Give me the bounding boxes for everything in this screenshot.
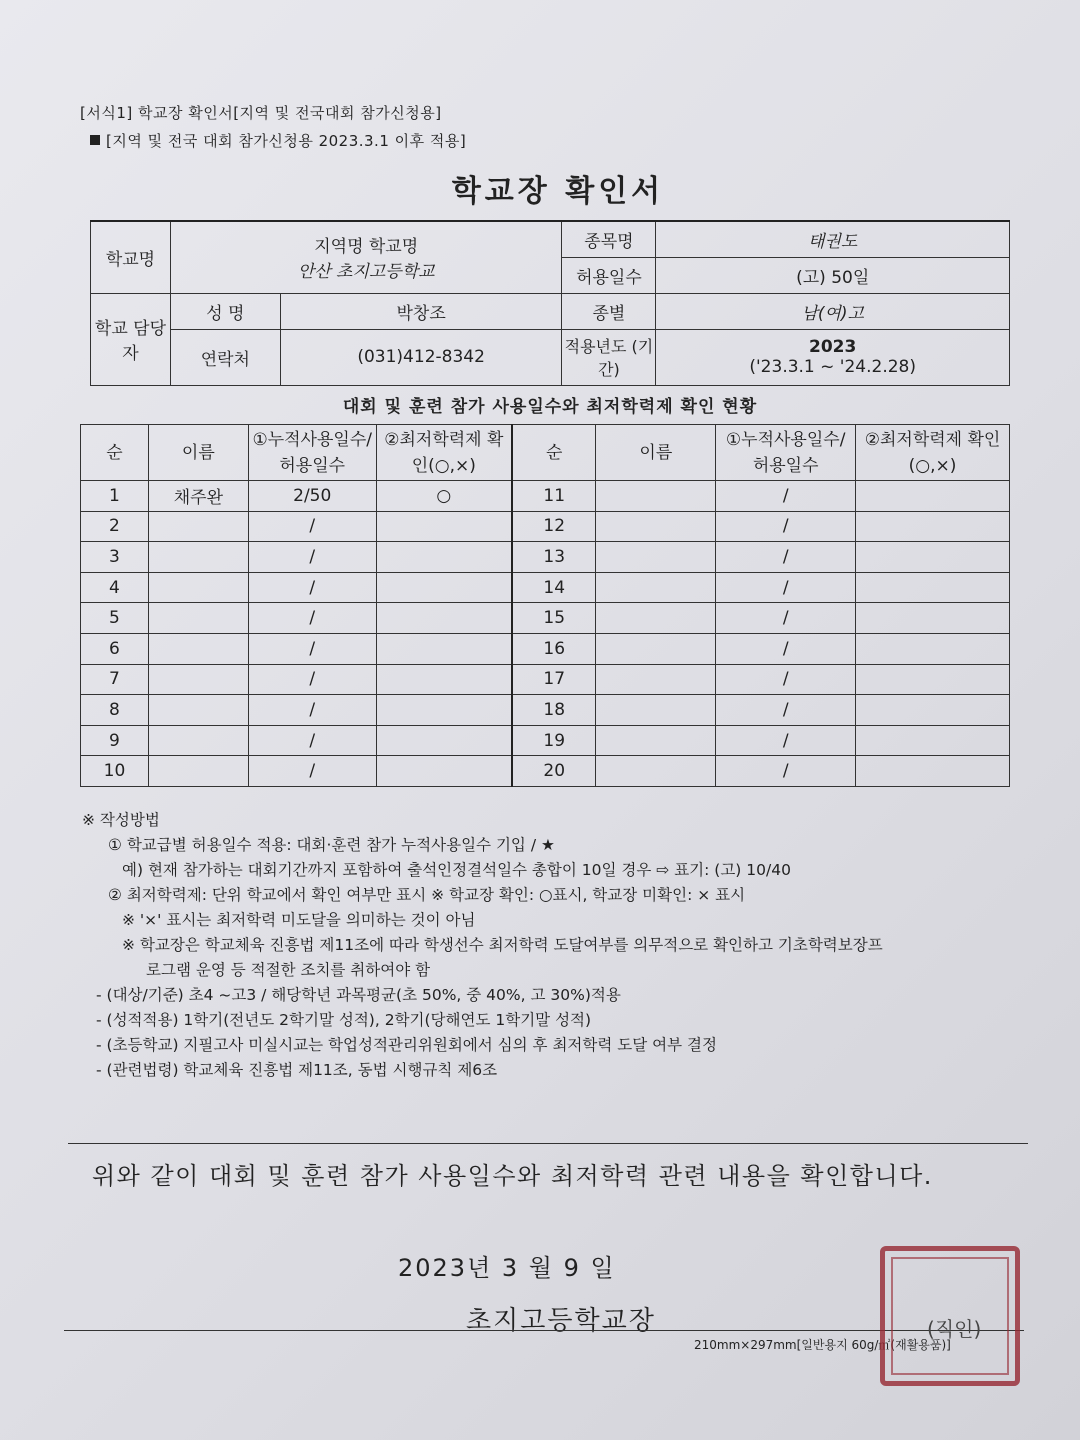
row-check bbox=[376, 633, 512, 664]
method-section bbox=[82, 808, 1042, 1083]
official-seal-stamp bbox=[880, 1246, 1020, 1386]
seal-mark: (직인) bbox=[927, 1317, 982, 1341]
row-check-2 bbox=[856, 511, 1010, 542]
row-no-2: 20 bbox=[512, 756, 596, 787]
row-name-2 bbox=[596, 633, 716, 664]
row-days: / bbox=[248, 664, 376, 695]
row-check bbox=[376, 756, 512, 787]
row-check-2 bbox=[856, 603, 1010, 634]
row-no: 3 bbox=[81, 542, 149, 573]
table-row bbox=[81, 542, 1010, 573]
row-no-2: 16 bbox=[512, 633, 596, 664]
table-subtitle: 대회 및 훈련 참가 사용일수와 최저학력제 확인 현황 bbox=[342, 397, 758, 417]
table-row bbox=[81, 633, 1010, 664]
principal-name: 초지고등학교장 bbox=[466, 1306, 656, 1336]
divider bbox=[68, 1143, 1028, 1144]
table-header-row bbox=[81, 425, 1010, 481]
row-no: 8 bbox=[81, 695, 149, 726]
row-name bbox=[148, 603, 248, 634]
row-days-2: / bbox=[716, 664, 856, 695]
row-days-2: / bbox=[716, 542, 856, 573]
row-no: 5 bbox=[81, 603, 149, 634]
row-no: 6 bbox=[81, 633, 149, 664]
year-label: 적용년도 (기간) bbox=[562, 329, 656, 385]
row-check-2 bbox=[856, 756, 1010, 787]
row-check bbox=[376, 695, 512, 726]
table-row bbox=[81, 511, 1010, 542]
method-line: ※ 학교장은 학교체육 진흥법 제11조에 따라 학생선수 최저학력 도달여부를 의무적으로 확인하고 기초학력보장프 bbox=[122, 936, 883, 954]
row-no-2: 19 bbox=[512, 725, 596, 756]
table-row bbox=[81, 481, 1010, 512]
row-check bbox=[376, 542, 512, 573]
table-row bbox=[81, 572, 1010, 603]
gender-label: 종별 bbox=[562, 293, 656, 329]
row-name-2 bbox=[596, 664, 716, 695]
row-check-2 bbox=[856, 633, 1010, 664]
status-table bbox=[80, 424, 1010, 787]
row-no-2: 18 bbox=[512, 695, 596, 726]
col-name: 이름 bbox=[148, 425, 248, 481]
school-cell bbox=[170, 221, 562, 293]
row-name bbox=[148, 542, 248, 573]
applicability-text: [지역 및 전국 대회 참가신청용 2023.3.1 이후 적용] bbox=[106, 132, 467, 150]
method-line: - (초등학교) 지필고사 미실시교는 학업성적관리위원회에서 심의 후 최저학력 도달 여부 결정 bbox=[96, 1036, 717, 1054]
table-row bbox=[81, 603, 1010, 634]
row-days: / bbox=[248, 542, 376, 573]
name-value: 박창조 bbox=[280, 293, 562, 329]
row-no: 1 bbox=[81, 481, 149, 512]
method-line: - (대상/기준) 초4 ~고3 / 해당학년 과목평균(초 50%, 중 40%, 고 30%)적용 bbox=[96, 986, 621, 1004]
method-line: 예) 현재 참가하는 대회기간까지 포함하여 출석인정결석일수 총합이 10일 경우 ⇨ 표기: (고) 10/40 bbox=[122, 861, 791, 879]
row-check-2 bbox=[856, 725, 1010, 756]
row-days-2: / bbox=[716, 633, 856, 664]
event-label: 종목명 bbox=[562, 221, 656, 257]
row-name bbox=[148, 633, 248, 664]
row-no-2: 14 bbox=[512, 572, 596, 603]
method-line: - (성적적용) 1학기(전년도 2학기말 성적), 2학기(당해연도 1학기말 성적) bbox=[96, 1011, 592, 1029]
row-name bbox=[148, 695, 248, 726]
row-name-2 bbox=[596, 572, 716, 603]
gender-value: 남(여)고 bbox=[656, 293, 1010, 329]
school-sub-label: 지역명 학교명 bbox=[314, 237, 419, 258]
event-value: 태권도 bbox=[656, 221, 1010, 257]
row-no-2: 11 bbox=[512, 481, 596, 512]
school-value: 안산 초지고등학교 bbox=[297, 262, 435, 283]
name-label: 성 명 bbox=[170, 293, 280, 329]
row-no-2: 12 bbox=[512, 511, 596, 542]
method-line: ① 학교급별 허용일수 적용: 대회·훈련 참가 누적사용일수 기입 / ★ bbox=[108, 836, 555, 854]
row-no-2: 13 bbox=[512, 542, 596, 573]
row-days-2: / bbox=[716, 511, 856, 542]
allowed-label: 허용일수 bbox=[562, 257, 656, 293]
row-days: / bbox=[248, 756, 376, 787]
confirm-statement: 위와 같이 대회 및 훈련 참가 사용일수와 최저학력 관련 내용을 확인합니다. bbox=[92, 1162, 933, 1190]
staff-label: 학교 담당자 bbox=[91, 293, 171, 385]
row-days: / bbox=[248, 725, 376, 756]
page-title: 학교장 확인서 bbox=[451, 174, 665, 209]
row-check-2 bbox=[856, 664, 1010, 695]
row-name-2 bbox=[596, 542, 716, 573]
method-heading: ※ 작성방법 bbox=[82, 811, 160, 829]
row-check bbox=[376, 603, 512, 634]
row-name-2 bbox=[596, 756, 716, 787]
row-name-2 bbox=[596, 603, 716, 634]
info-table bbox=[90, 220, 1010, 386]
year-value: 2023 bbox=[809, 337, 857, 357]
document-page bbox=[58, 78, 1058, 1428]
table-row bbox=[81, 695, 1010, 726]
table-body bbox=[81, 481, 1010, 787]
method-line: ② 최저학력제: 단위 학교에서 확인 여부만 표시 ※ 학교장 확인: ○표시, 학교장 미확인: × 표시 bbox=[108, 886, 746, 904]
table-row bbox=[81, 756, 1010, 787]
row-days: / bbox=[248, 511, 376, 542]
applicability-note bbox=[90, 130, 466, 151]
allowed-value: (고) 50일 bbox=[656, 257, 1010, 293]
row-no: 7 bbox=[81, 664, 149, 695]
method-lines bbox=[82, 833, 1042, 1083]
row-days: / bbox=[248, 603, 376, 634]
row-days: / bbox=[248, 633, 376, 664]
row-check-2 bbox=[856, 481, 1010, 512]
row-days: / bbox=[248, 695, 376, 726]
row-no-2: 15 bbox=[512, 603, 596, 634]
table-row bbox=[81, 664, 1010, 695]
table-row bbox=[81, 725, 1010, 756]
row-name bbox=[148, 725, 248, 756]
col-no-2: 순 bbox=[512, 425, 596, 481]
row-no: 9 bbox=[81, 725, 149, 756]
col-check: ②최저학력제 확인(○,×) bbox=[376, 425, 512, 481]
row-days-2: / bbox=[716, 725, 856, 756]
paper-spec: 210mm×297mm[일반용지 60g/㎡(재활용품)] bbox=[694, 1338, 951, 1352]
period-value: ('23.3.1 ~ '24.2.28) bbox=[749, 357, 916, 377]
row-check bbox=[376, 725, 512, 756]
row-days-2: / bbox=[716, 481, 856, 512]
row-check-2 bbox=[856, 572, 1010, 603]
row-name-2 bbox=[596, 695, 716, 726]
square-bullet-icon bbox=[90, 135, 100, 145]
method-line: ※ '×' 표시는 최저학력 미도달을 의미하는 것이 아님 bbox=[122, 911, 476, 929]
year-cell bbox=[656, 329, 1010, 385]
row-check-2 bbox=[856, 695, 1010, 726]
row-name bbox=[148, 664, 248, 695]
col-no: 순 bbox=[81, 425, 149, 481]
row-days-2: / bbox=[716, 603, 856, 634]
row-check: ○ bbox=[376, 481, 512, 512]
method-line: - (관련법령) 학교체육 진흥법 제11조, 동법 시행규칙 제6조 bbox=[96, 1061, 498, 1079]
row-name bbox=[148, 511, 248, 542]
row-name bbox=[148, 572, 248, 603]
row-check-2 bbox=[856, 542, 1010, 573]
row-no: 10 bbox=[81, 756, 149, 787]
row-name-2 bbox=[596, 511, 716, 542]
row-days: 2/50 bbox=[248, 481, 376, 512]
row-name bbox=[148, 756, 248, 787]
row-days-2: / bbox=[716, 756, 856, 787]
row-name-2 bbox=[596, 481, 716, 512]
confirm-date: 2023년 3 월 9 일 bbox=[398, 1254, 616, 1282]
col-check-2: ②최저학력제 확인(○,×) bbox=[856, 425, 1010, 481]
row-no: 4 bbox=[81, 572, 149, 603]
row-days-2: / bbox=[716, 572, 856, 603]
row-no-2: 17 bbox=[512, 664, 596, 695]
contact-value: (031)412-8342 bbox=[280, 329, 562, 385]
row-no: 2 bbox=[81, 511, 149, 542]
col-name-2: 이름 bbox=[596, 425, 716, 481]
row-check bbox=[376, 511, 512, 542]
col-days: ①누적사용일수/ 허용일수 bbox=[248, 425, 376, 481]
row-days: / bbox=[248, 572, 376, 603]
contact-label: 연락처 bbox=[170, 329, 280, 385]
row-check bbox=[376, 572, 512, 603]
col-days-2: ①누적사용일수/ 허용일수 bbox=[716, 425, 856, 481]
row-name: 채주완 bbox=[148, 481, 248, 512]
school-label: 학교명 bbox=[91, 221, 171, 293]
method-line: 로그램 운영 등 적절한 조치를 취하여야 함 bbox=[146, 961, 431, 979]
form-label: [서식1] 학교장 확인서[지역 및 전국대회 참가신청용] bbox=[80, 104, 442, 122]
row-days-2: / bbox=[716, 695, 856, 726]
row-name-2 bbox=[596, 725, 716, 756]
row-check bbox=[376, 664, 512, 695]
